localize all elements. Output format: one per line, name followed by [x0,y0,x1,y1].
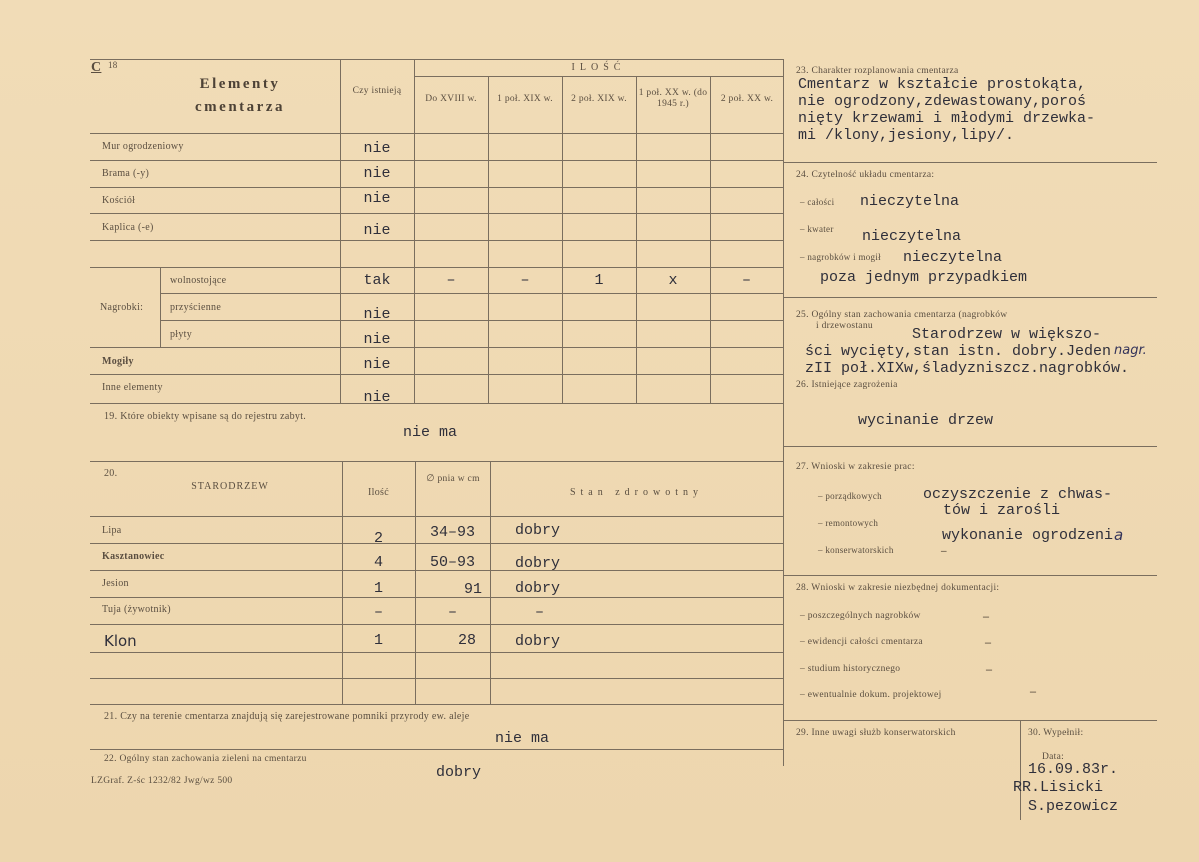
rule [90,403,783,404]
q27-renovation-label: – remontowych [818,518,879,528]
rule [710,76,711,403]
rule [90,461,783,462]
element-label: Mur ogrodzeniowy [102,141,184,152]
rule [160,320,783,321]
q25-handwritten-addition: nagr. [1114,343,1147,358]
rule [160,293,783,294]
tree-qty: 4 [373,554,383,571]
gravestones-label: Nagrobki: [100,302,144,313]
q22-answer: dobry [436,764,482,781]
q23-line: Cmentarz w kształcie prostokąta, [798,76,1087,93]
tree-diam: 91 [464,581,483,598]
q23-line: nięty krzewami i młodymi drzewka- [798,110,1096,127]
tree-diam: 28 [458,632,477,649]
q26-label: 26. Istniejące zagrożenia [796,380,898,390]
q25-line: zII poł.XIXw,śladyzniszcz.nagrobków. [805,360,1130,377]
rule [90,240,783,241]
q25-line: ści wycięty,stan istn. dobry.Jeden [805,343,1112,360]
tree-health: – [535,604,545,621]
rule [783,297,1157,298]
rule [562,76,563,403]
element-label: Inne elementy [102,382,163,393]
q30-filled-by: RR.Lisicki [1013,779,1104,796]
q30-label: 30. Wypełnił: [1028,728,1084,738]
col-quantity-header: ILOŚĆ [571,62,626,73]
q27-order-label: – porządkowych [818,491,882,501]
gravestone-quantity: x [668,272,678,289]
element-exists: nie [363,140,391,157]
q27-renovation: wykonanie ogrodzeni [942,527,1114,544]
q23-label: 23. Charakter rozplanowania cmentarza [796,66,959,76]
footer-print-code: LZGraf. Z-śc 1232/82 Jwg/wz 500 [91,776,233,786]
element-label: Kaplica (-e) [102,222,154,233]
rule [636,76,637,403]
q26-answer: wycinanie drzew [858,412,994,429]
q30-date-label: Data: [1042,752,1065,762]
trees-col-diam: ∅ pnia w cm [426,474,480,484]
rule [90,749,783,750]
gravestone-exists: tak [363,272,391,289]
tree-name: Lipa [102,525,122,536]
rule [90,516,783,517]
rule [415,461,416,704]
gravestone-exists: nie [363,331,391,348]
tree-name: Jesion [102,578,129,589]
q22-label: 22. Ogólny stan zachowania zieleni na cmentarzu [104,754,307,764]
element-exists: nie [363,190,391,207]
tree-health: dobry [515,580,561,597]
section-title-line2: cmentarza [195,99,285,115]
rule [90,213,783,214]
q24-graves-label: – nagrobków i mogił [800,252,881,262]
element-exists: nie [363,356,391,373]
element-label: Kościół [102,195,136,206]
q19-label: 19. Które obiekty wpisane są do rejestru zabyt. [104,411,307,422]
q23-line: mi /klony,jesiony,lipy/. [798,127,1015,144]
q27-label: 27. Wnioski w zakresie prac: [796,462,915,472]
rule [90,133,783,134]
rule [783,720,1157,721]
q28-item-label: – poszczególnych nagrobków [800,611,921,621]
period-header: Do XVIII w. [425,94,477,104]
rule [90,624,783,625]
trees-col-name: STARODRZEW [191,481,269,492]
trees-col-health: Stan zdrowotny [569,487,704,498]
q28-item-value: – [985,635,992,649]
q19-answer: nie ma [403,424,458,441]
gravestone-quantity: – [446,272,456,289]
q28-item-value: – [986,662,993,676]
period-header: 2 poł. XX w. [720,94,774,104]
element-label: Brama (-y) [102,168,150,179]
gravestone-type-label: wolnostojące [170,275,227,286]
period-header: 1 poł. XIX w. [497,94,553,104]
gravestone-type-label: przyścienne [170,302,222,313]
element-exists: nie [363,165,391,182]
q27-order: oczyszczenie z chwas- [923,486,1113,503]
gravestone-quantity: 1 [594,272,604,289]
q24-quarters-label: – kwater [800,224,834,234]
tree-qty: – [373,604,383,621]
gravestone-type-label: płyty [170,329,193,340]
q21-label: 21. Czy na terenie cmentarza znajdują się zarejestrowane pomniki przyrody ew. aleje [104,711,470,722]
rule [783,59,784,766]
rule [783,446,1157,447]
trees-col-qty: Ilość [368,487,389,498]
q28-item-label: – ewentualnie dokum. projektowej [800,690,942,700]
rule [783,575,1157,576]
q24-whole-label: – całości [800,197,835,207]
rule [90,187,783,188]
rule [414,59,415,403]
period-header: 1 poł. XX w. (do 1945 r.) [638,88,708,109]
element-label: Mogiły [102,356,134,367]
q23-line: nie ogrodzony,zdewastowany,poroś [798,93,1087,110]
tree-diam: 34–93 [429,524,475,541]
rule [90,704,783,705]
section-title-line1: Elementy [199,76,281,92]
q25-label: 25. Ogólny stan zachowania cmentarza (nagrobków [796,310,1008,320]
q28-item-value: – [983,609,990,623]
q25-label: i drzewostanu [816,321,873,331]
tree-health: dobry [515,555,561,572]
q24-quarters: nieczytelna [862,228,962,245]
q28-item-value: – [1030,684,1037,698]
q27-renovation-handwritten: a [1114,526,1124,544]
tree-health: dobry [515,522,561,539]
tree-name: Kasztanowiec [102,551,165,562]
rule [90,543,783,544]
rule [160,267,161,347]
q24-graves2: poza jednym przypadkiem [820,269,1028,286]
q21-answer: nie ma [495,730,550,747]
q28-item-label: – studium historycznego [800,664,901,674]
q28-item-label: – ewidencji całości cmentarza [800,637,923,647]
tree-diam: – [447,604,457,621]
page-number: 18 [108,60,118,70]
q30-date: 16.09.83r. [1028,761,1119,778]
tree-qty: 2 [373,530,383,547]
rule [488,76,489,403]
rule [90,678,783,679]
col-exists-header: Czy istnieją [352,86,402,96]
rule [90,597,783,598]
tree-health: dobry [515,633,561,650]
element-exists: nie [363,222,391,239]
gravestone-quantity: – [520,272,530,289]
q24-label: 24. Czytelność układu cmentarza: [796,170,935,180]
tree-qty: 1 [373,580,383,597]
rule [414,76,783,77]
rule [90,267,783,268]
tree-name: Klon [104,632,137,650]
q25-line: Starodrzew w większo- [912,326,1102,343]
period-header: 2 poł. XIX w. [571,94,627,104]
rule [90,347,783,348]
q27-conservation: – [941,545,947,557]
rule [90,59,783,60]
gravestone-exists: nie [363,306,391,323]
q24-whole: nieczytelna [860,193,960,210]
rule [90,374,783,375]
tree-name: Tuja (żywotnik) [102,604,171,615]
section-letter: C [91,60,102,75]
q24-graves: nieczytelna [903,249,1003,266]
rule [1020,720,1021,820]
gravestone-quantity: – [741,272,751,289]
trees-number: 20. [104,468,118,479]
rule [783,162,1157,163]
rule [90,160,783,161]
tree-diam: 50–93 [429,554,475,571]
q29-label: 29. Inne uwagi służb konserwatorskich [796,728,956,738]
element-exists: nie [363,389,391,406]
q30-filled-by: S.pezowicz [1028,798,1119,815]
rule [90,652,783,653]
tree-qty: 1 [373,632,383,649]
q28-label: 28. Wnioski w zakresie niezbędnej dokumentacji: [796,583,1000,593]
q27-order: tów i zarośli [943,502,1061,519]
q27-conservation-label: – konserwatorskich [818,545,894,555]
